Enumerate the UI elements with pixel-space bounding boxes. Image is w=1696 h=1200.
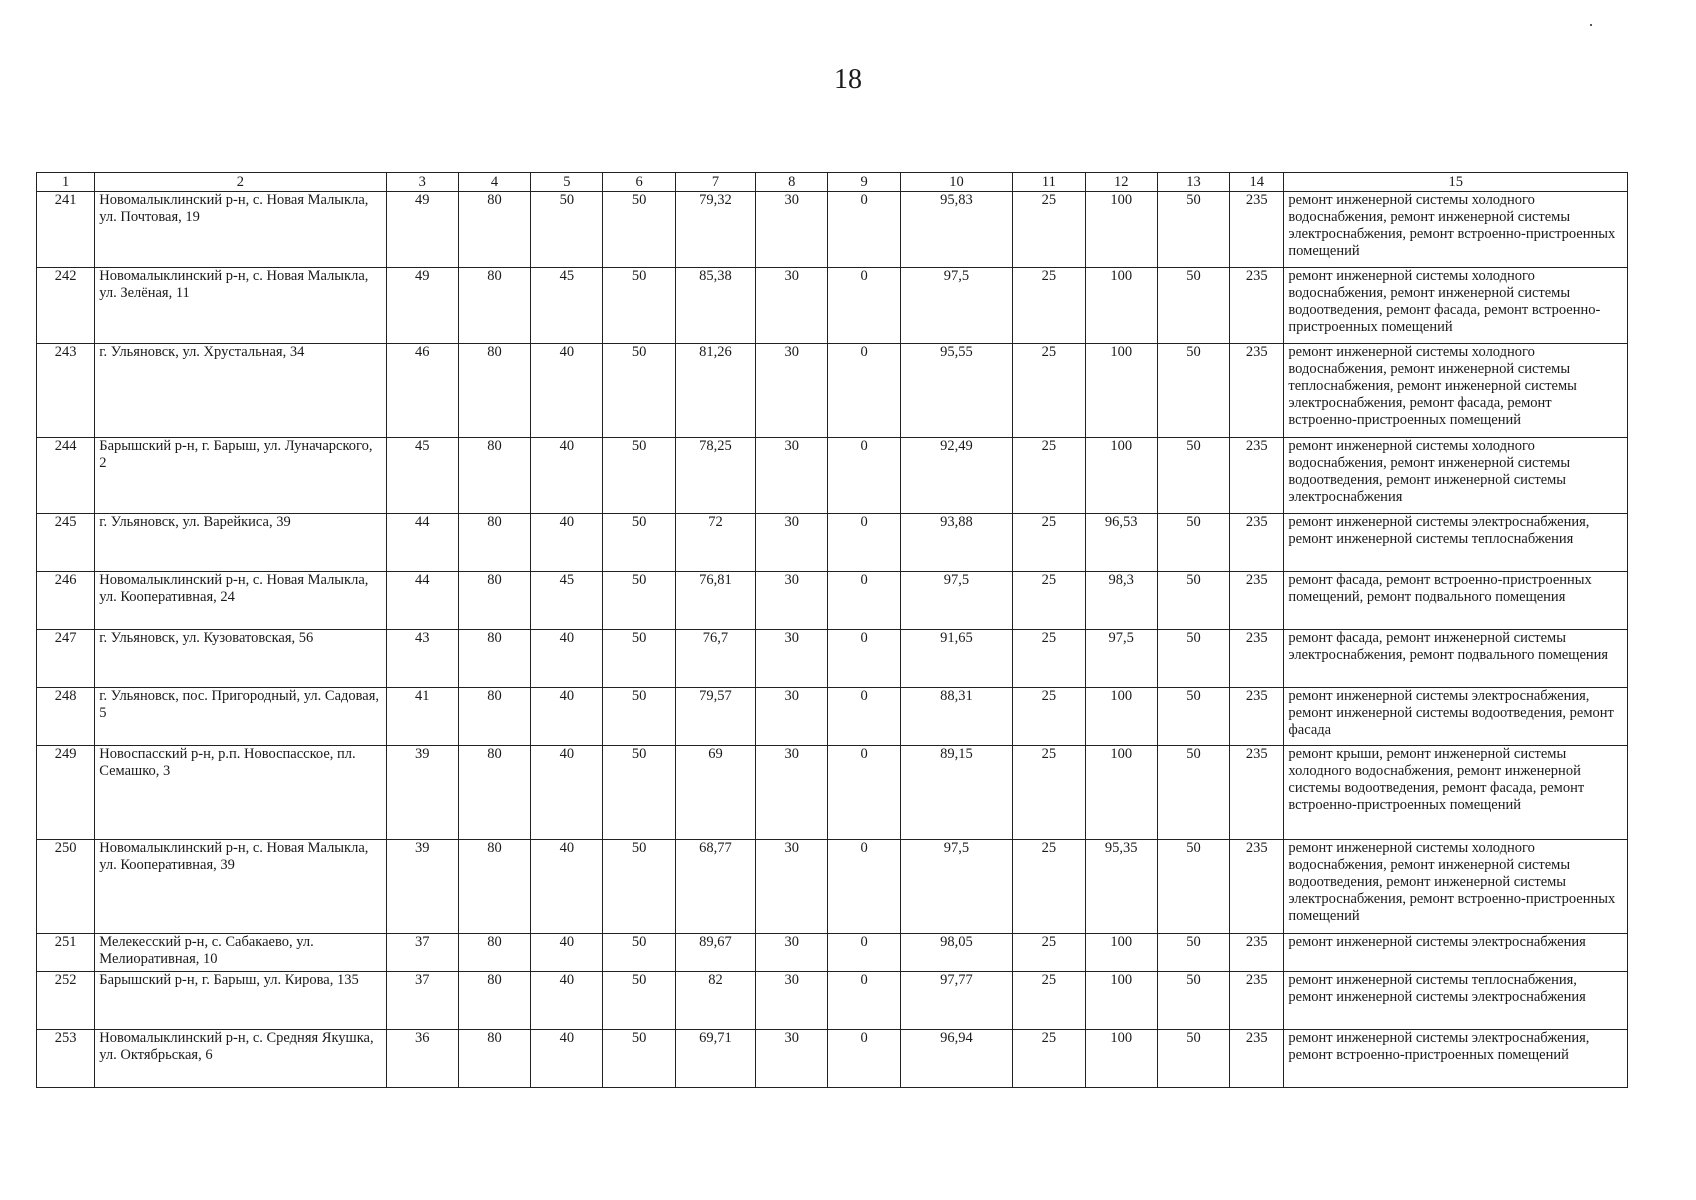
value-cell: 0 [828,688,900,746]
table-row [37,972,1628,1030]
column-header-6: 6 [603,173,675,192]
value-cell: 25 [1013,934,1085,972]
column-header-14: 14 [1230,173,1284,192]
value-cell: 30 [756,344,828,438]
row-number-cell: 249 [37,746,95,840]
value-cell: 79,32 [675,192,755,268]
value-cell: 0 [828,840,900,934]
value-cell: 80 [458,514,530,572]
value-cell: 30 [756,972,828,1030]
value-cell: 235 [1230,438,1284,514]
value-cell: 25 [1013,438,1085,514]
value-cell: 0 [828,268,900,344]
value-cell: 76,81 [675,572,755,630]
value-cell: 41 [386,688,458,746]
value-cell: 88,31 [900,688,1012,746]
value-cell: 30 [756,630,828,688]
value-cell: 100 [1085,688,1157,746]
value-cell: 97,5 [900,268,1012,344]
table-row [37,1030,1628,1088]
value-cell: 50 [603,192,675,268]
value-cell: 97,5 [900,572,1012,630]
value-cell: 25 [1013,746,1085,840]
value-cell: 36 [386,1030,458,1088]
row-number-cell: 246 [37,572,95,630]
repair-works-cell: ремонт инженерной системы теплоснабжения, ремонт инженерной системы электроснабжения [1284,972,1628,1030]
value-cell: 30 [756,192,828,268]
value-cell: 45 [386,438,458,514]
column-header-1: 1 [37,173,95,192]
value-cell: 30 [756,840,828,934]
value-cell: 0 [828,972,900,1030]
value-cell: 50 [1157,344,1229,438]
row-number-cell: 242 [37,268,95,344]
value-cell: 69,71 [675,1030,755,1088]
value-cell: 25 [1013,192,1085,268]
value-cell: 50 [1157,268,1229,344]
value-cell: 50 [603,572,675,630]
repair-works-cell: ремонт инженерной системы холодного водоснабжения, ремонт инженерной системы водоотведения, ремонт фасада, ремонт встроенно-пристроенных помещений [1284,268,1628,344]
header-row [37,173,1628,192]
value-cell: 0 [828,934,900,972]
value-cell: 0 [828,192,900,268]
column-header-11: 11 [1013,173,1085,192]
value-cell: 79,57 [675,688,755,746]
value-cell: 0 [828,514,900,572]
value-cell: 235 [1230,344,1284,438]
column-header-10: 10 [900,173,1012,192]
value-cell: 100 [1085,344,1157,438]
value-cell: 40 [531,688,603,746]
row-number-cell: 244 [37,438,95,514]
value-cell: 45 [531,268,603,344]
value-cell: 95,35 [1085,840,1157,934]
value-cell: 44 [386,514,458,572]
address-cell: г. Ульяновск, ул. Хрустальная, 34 [95,344,386,438]
value-cell: 30 [756,572,828,630]
value-cell: 50 [603,514,675,572]
address-cell: г. Ульяновск, ул. Кузоватовская, 56 [95,630,386,688]
table-body [37,192,1628,1088]
value-cell: 50 [1157,630,1229,688]
value-cell: 95,83 [900,192,1012,268]
value-cell: 30 [756,934,828,972]
row-number-cell: 253 [37,1030,95,1088]
column-header-5: 5 [531,173,603,192]
column-header-8: 8 [756,173,828,192]
value-cell: 50 [1157,438,1229,514]
column-header-4: 4 [458,173,530,192]
value-cell: 25 [1013,572,1085,630]
address-cell: Новоспасский р-н, р.п. Новоспасское, пл. Семашко, 3 [95,746,386,840]
repair-works-cell: ремонт инженерной системы холодного водоснабжения, ремонт инженерной системы водоотведения, ремонт инженерной системы электроснабжения [1284,438,1628,514]
value-cell: 40 [531,514,603,572]
value-cell: 40 [531,840,603,934]
value-cell: 80 [458,192,530,268]
value-cell: 50 [1157,192,1229,268]
value-cell: 76,7 [675,630,755,688]
row-number-cell: 248 [37,688,95,746]
address-cell: Новомалыклинский р-н, с. Новая Малыкла, ул. Кооперативная, 24 [95,572,386,630]
value-cell: 50 [603,840,675,934]
value-cell: 100 [1085,746,1157,840]
value-cell: 50 [603,972,675,1030]
value-cell: 80 [458,630,530,688]
value-cell: 0 [828,572,900,630]
value-cell: 80 [458,1030,530,1088]
table-row [37,344,1628,438]
value-cell: 50 [603,934,675,972]
value-cell: 91,65 [900,630,1012,688]
value-cell: 97,5 [1085,630,1157,688]
value-cell: 50 [603,268,675,344]
repair-works-cell: ремонт инженерной системы холодного водоснабжения, ремонт инженерной системы водоотведения, ремонт инженерной системы электроснабжения, ремонт встроенно-пристроенных помещений [1284,840,1628,934]
value-cell: 50 [1157,934,1229,972]
table-header [37,173,1628,192]
repair-works-cell: ремонт крыши, ремонт инженерной системы холодного водоснабжения, ремонт инженерной системы водоотведения, ремонт фасада, ремонт встроенно-пристроенных помещений [1284,746,1628,840]
column-header-3: 3 [386,173,458,192]
value-cell: 50 [603,688,675,746]
value-cell: 25 [1013,972,1085,1030]
value-cell: 97,77 [900,972,1012,1030]
repair-works-cell: ремонт инженерной системы электроснабжения, ремонт встроенно-пристроенных помещений [1284,1030,1628,1088]
row-number-cell: 247 [37,630,95,688]
value-cell: 40 [531,746,603,840]
column-header-2: 2 [95,173,386,192]
value-cell: 235 [1230,972,1284,1030]
column-header-9: 9 [828,173,900,192]
value-cell: 100 [1085,1030,1157,1088]
value-cell: 80 [458,746,530,840]
address-cell: г. Ульяновск, пос. Пригородный, ул. Садовая, 5 [95,688,386,746]
value-cell: 25 [1013,1030,1085,1088]
value-cell: 50 [1157,688,1229,746]
value-cell: 50 [1157,972,1229,1030]
table-row [37,268,1628,344]
row-number-cell: 243 [37,344,95,438]
value-cell: 49 [386,192,458,268]
value-cell: 89,67 [675,934,755,972]
repair-works-cell: ремонт инженерной системы холодного водоснабжения, ремонт инженерной системы теплоснабжения, ремонт инженерной системы электроснабжения, ремонт фасада, ремонт встроенно-пристроенных помещений [1284,344,1628,438]
table-row [37,746,1628,840]
value-cell: 98,05 [900,934,1012,972]
value-cell: 30 [756,1030,828,1088]
value-cell: 96,94 [900,1030,1012,1088]
value-cell: 80 [458,688,530,746]
value-cell: 235 [1230,746,1284,840]
value-cell: 25 [1013,344,1085,438]
value-cell: 80 [458,572,530,630]
value-cell: 43 [386,630,458,688]
value-cell: 40 [531,630,603,688]
value-cell: 44 [386,572,458,630]
page-number: 18 [834,64,862,95]
value-cell: 235 [1230,934,1284,972]
value-cell: 235 [1230,572,1284,630]
value-cell: 45 [531,572,603,630]
value-cell: 235 [1230,514,1284,572]
table-row [37,934,1628,972]
value-cell: 40 [531,972,603,1030]
address-cell: Барышский р-н, г. Барыш, ул. Кирова, 135 [95,972,386,1030]
address-cell: г. Ульяновск, ул. Варейкиса, 39 [95,514,386,572]
value-cell: 50 [603,746,675,840]
table-row [37,438,1628,514]
repair-works-cell: ремонт инженерной системы электроснабжения, ремонт инженерной системы водоотведения, ремонт фасада [1284,688,1628,746]
column-header-7: 7 [675,173,755,192]
address-cell: Новомалыклинский р-н, с. Новая Малыкла, ул. Кооперативная, 39 [95,840,386,934]
value-cell: 40 [531,934,603,972]
value-cell: 25 [1013,268,1085,344]
address-cell: Новомалыклинский р-н, с. Новая Малыкла, ул. Почтовая, 19 [95,192,386,268]
table-row [37,840,1628,934]
value-cell: 100 [1085,934,1157,972]
value-cell: 95,55 [900,344,1012,438]
value-cell: 97,5 [900,840,1012,934]
repair-works-cell: ремонт инженерной системы электроснабжения [1284,934,1628,972]
value-cell: 100 [1085,438,1157,514]
value-cell: 37 [386,934,458,972]
value-cell: 25 [1013,840,1085,934]
value-cell: 50 [1157,746,1229,840]
value-cell: 37 [386,972,458,1030]
row-number-cell: 241 [37,192,95,268]
address-cell: Барышский р-н, г. Барыш, ул. Луначарского, 2 [95,438,386,514]
repair-works-cell: ремонт инженерной системы холодного водоснабжения, ремонт инженерной системы электроснабжения, ремонт встроенно-пристроенных помещений [1284,192,1628,268]
value-cell: 50 [531,192,603,268]
value-cell: 49 [386,268,458,344]
value-cell: 100 [1085,268,1157,344]
value-cell: 235 [1230,840,1284,934]
address-cell: Новомалыклинский р-н, с. Новая Малыкла, ул. Зелёная, 11 [95,268,386,344]
scan-artifact-dot [1590,24,1592,26]
value-cell: 81,26 [675,344,755,438]
value-cell: 39 [386,746,458,840]
value-cell: 25 [1013,688,1085,746]
value-cell: 80 [458,972,530,1030]
value-cell: 25 [1013,514,1085,572]
value-cell: 235 [1230,1030,1284,1088]
value-cell: 0 [828,344,900,438]
value-cell: 69 [675,746,755,840]
value-cell: 80 [458,268,530,344]
value-cell: 78,25 [675,438,755,514]
value-cell: 92,49 [900,438,1012,514]
value-cell: 80 [458,840,530,934]
value-cell: 89,15 [900,746,1012,840]
value-cell: 85,38 [675,268,755,344]
value-cell: 80 [458,934,530,972]
value-cell: 50 [1157,840,1229,934]
registry-table [36,172,1628,1088]
value-cell: 235 [1230,192,1284,268]
value-cell: 50 [603,630,675,688]
value-cell: 80 [458,344,530,438]
value-cell: 72 [675,514,755,572]
value-cell: 100 [1085,192,1157,268]
value-cell: 40 [531,344,603,438]
value-cell: 82 [675,972,755,1030]
column-header-13: 13 [1157,173,1229,192]
repair-works-cell: ремонт фасада, ремонт инженерной системы электроснабжения, ремонт подвального помещения [1284,630,1628,688]
table-row [37,572,1628,630]
address-cell: Мелекесский р-н, с. Сабакаево, ул. Мелиоративная, 10 [95,934,386,972]
value-cell: 30 [756,268,828,344]
value-cell: 235 [1230,268,1284,344]
value-cell: 40 [531,438,603,514]
value-cell: 40 [531,1030,603,1088]
value-cell: 98,3 [1085,572,1157,630]
value-cell: 30 [756,438,828,514]
row-number-cell: 252 [37,972,95,1030]
value-cell: 25 [1013,630,1085,688]
column-header-12: 12 [1085,173,1157,192]
table-row [37,688,1628,746]
table-row [37,630,1628,688]
value-cell: 96,53 [1085,514,1157,572]
value-cell: 93,88 [900,514,1012,572]
value-cell: 235 [1230,688,1284,746]
table-row [37,514,1628,572]
value-cell: 235 [1230,630,1284,688]
address-cell: Новомалыклинский р-н, с. Средняя Якушка, ул. Октябрьская, 6 [95,1030,386,1088]
repair-works-cell: ремонт фасада, ремонт встроенно-пристроенных помещений, ремонт подвального помещения [1284,572,1628,630]
value-cell: 0 [828,1030,900,1088]
value-cell: 50 [1157,572,1229,630]
value-cell: 30 [756,746,828,840]
value-cell: 0 [828,746,900,840]
value-cell: 50 [603,438,675,514]
column-header-15: 15 [1284,173,1628,192]
value-cell: 30 [756,514,828,572]
value-cell: 30 [756,688,828,746]
table-row [37,192,1628,268]
value-cell: 80 [458,438,530,514]
value-cell: 50 [1157,1030,1229,1088]
value-cell: 50 [1157,514,1229,572]
value-cell: 0 [828,630,900,688]
row-number-cell: 251 [37,934,95,972]
row-number-cell: 250 [37,840,95,934]
value-cell: 68,77 [675,840,755,934]
value-cell: 50 [603,1030,675,1088]
value-cell: 46 [386,344,458,438]
repair-works-cell: ремонт инженерной системы электроснабжения, ремонт инженерной системы теплоснабжения [1284,514,1628,572]
value-cell: 100 [1085,972,1157,1030]
value-cell: 50 [603,344,675,438]
row-number-cell: 245 [37,514,95,572]
value-cell: 39 [386,840,458,934]
value-cell: 0 [828,438,900,514]
